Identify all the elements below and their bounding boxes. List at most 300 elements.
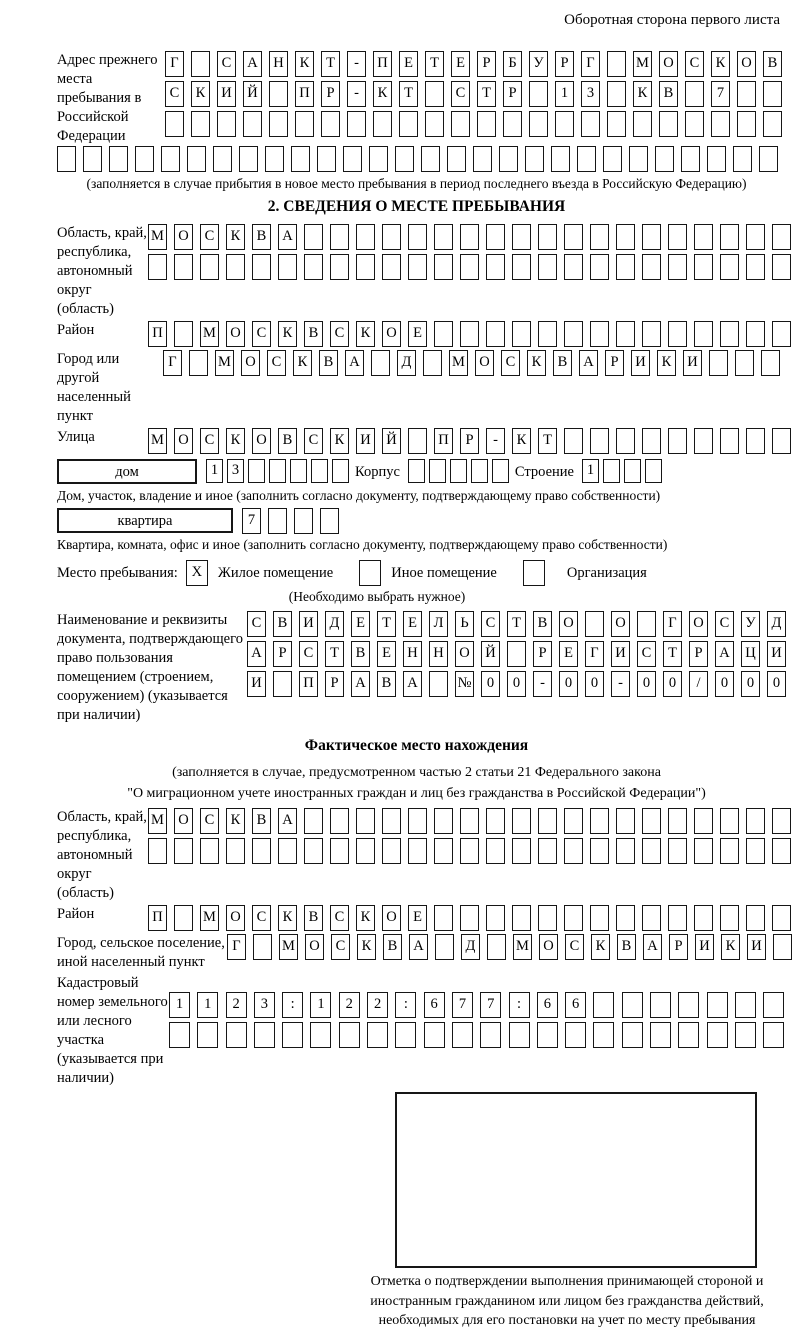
char-box[interactable]: 1	[169, 992, 190, 1018]
char-box[interactable]	[668, 321, 687, 347]
char-box[interactable]: К	[226, 808, 245, 834]
char-box[interactable]: :	[282, 992, 303, 1018]
char-box[interactable]	[685, 111, 704, 137]
char-box[interactable]: П	[373, 51, 392, 77]
char-box[interactable]	[642, 224, 661, 250]
char-box[interactable]	[373, 111, 392, 137]
char-box[interactable]: 0	[507, 671, 526, 697]
char-box[interactable]	[339, 1022, 360, 1048]
char-box[interactable]: 0	[585, 671, 604, 697]
char-box[interactable]: И	[767, 641, 786, 667]
char-box[interactable]	[460, 905, 479, 931]
char-box[interactable]	[408, 428, 427, 454]
char-box[interactable]	[187, 146, 206, 172]
char-box[interactable]	[408, 838, 427, 864]
char-box[interactable]	[735, 992, 756, 1018]
char-box[interactable]: В	[304, 321, 323, 347]
char-box[interactable]	[590, 838, 609, 864]
char-box[interactable]: И	[611, 641, 630, 667]
char-box[interactable]	[720, 905, 739, 931]
char-box[interactable]: О	[382, 321, 401, 347]
char-box[interactable]	[509, 1022, 530, 1048]
char-box[interactable]: К	[591, 934, 610, 960]
char-box[interactable]	[577, 146, 596, 172]
char-box[interactable]	[310, 1022, 331, 1048]
char-box[interactable]: С	[200, 224, 219, 250]
char-box[interactable]	[624, 459, 641, 483]
char-box[interactable]	[382, 224, 401, 250]
char-box[interactable]: Р	[503, 81, 522, 107]
char-box[interactable]	[607, 111, 626, 137]
char-box[interactable]: П	[295, 81, 314, 107]
char-box[interactable]: :	[509, 992, 530, 1018]
char-box[interactable]	[622, 992, 643, 1018]
char-box[interactable]: 1	[197, 992, 218, 1018]
char-box[interactable]	[759, 146, 778, 172]
char-box[interactable]: С	[252, 321, 271, 347]
char-box[interactable]: С	[304, 428, 323, 454]
char-box[interactable]	[311, 459, 328, 483]
char-box[interactable]: Т	[377, 611, 396, 637]
char-box[interactable]	[191, 111, 210, 137]
char-box[interactable]	[473, 146, 492, 172]
char-box[interactable]: -	[611, 671, 630, 697]
char-box[interactable]: Д	[325, 611, 344, 637]
char-box[interactable]: И	[356, 428, 375, 454]
char-box[interactable]: В	[278, 428, 297, 454]
char-box[interactable]	[189, 350, 208, 376]
char-box[interactable]	[746, 321, 765, 347]
char-box[interactable]: 6	[424, 992, 445, 1018]
char-box[interactable]: В	[304, 905, 323, 931]
char-box[interactable]: С	[200, 428, 219, 454]
char-box[interactable]: Т	[538, 428, 557, 454]
char-box[interactable]: П	[148, 905, 167, 931]
char-box[interactable]	[668, 808, 687, 834]
char-box[interactable]	[720, 254, 739, 280]
char-box[interactable]	[486, 838, 505, 864]
char-box[interactable]	[772, 428, 791, 454]
char-box[interactable]: Г	[663, 611, 682, 637]
char-box[interactable]	[434, 905, 453, 931]
char-box[interactable]	[434, 321, 453, 347]
char-box[interactable]: 1	[206, 459, 223, 483]
char-box[interactable]: 1	[555, 81, 574, 107]
char-box[interactable]	[590, 808, 609, 834]
char-box[interactable]: О	[174, 428, 193, 454]
char-box[interactable]: 7	[242, 508, 261, 534]
char-box[interactable]: О	[539, 934, 558, 960]
char-box[interactable]: 0	[767, 671, 786, 697]
char-box[interactable]: Н	[429, 641, 448, 667]
char-box[interactable]: Г	[581, 51, 600, 77]
char-box[interactable]	[135, 146, 154, 172]
char-box[interactable]: Ь	[455, 611, 474, 637]
char-box[interactable]: А	[351, 671, 370, 697]
char-box[interactable]	[650, 992, 671, 1018]
char-box[interactable]: :	[395, 992, 416, 1018]
char-box[interactable]	[429, 459, 446, 483]
char-box[interactable]: С	[451, 81, 470, 107]
char-box[interactable]: С	[267, 350, 286, 376]
char-box[interactable]: Е	[377, 641, 396, 667]
char-box[interactable]: И	[299, 611, 318, 637]
char-box[interactable]	[564, 428, 583, 454]
char-box[interactable]	[165, 111, 184, 137]
char-box[interactable]	[460, 808, 479, 834]
char-box[interactable]	[512, 224, 531, 250]
char-box[interactable]: К	[527, 350, 546, 376]
char-box[interactable]	[616, 428, 635, 454]
char-box[interactable]: 0	[559, 671, 578, 697]
char-box[interactable]	[265, 146, 284, 172]
char-box[interactable]: В	[252, 808, 271, 834]
char-box[interactable]	[538, 321, 557, 347]
char-box[interactable]	[356, 254, 375, 280]
char-box[interactable]	[148, 254, 167, 280]
char-box[interactable]	[434, 254, 453, 280]
char-box[interactable]	[593, 1022, 614, 1048]
char-box[interactable]	[480, 1022, 501, 1048]
char-box[interactable]	[645, 459, 662, 483]
char-box[interactable]	[200, 254, 219, 280]
char-box[interactable]: С	[501, 350, 520, 376]
char-box[interactable]: А	[715, 641, 734, 667]
char-box[interactable]: -	[347, 51, 366, 77]
char-box[interactable]	[603, 459, 620, 483]
char-box[interactable]	[629, 146, 648, 172]
char-box[interactable]: Г	[163, 350, 182, 376]
char-box[interactable]: Т	[477, 81, 496, 107]
char-box[interactable]: М	[449, 350, 468, 376]
char-box[interactable]: -	[533, 671, 552, 697]
char-box[interactable]	[423, 350, 442, 376]
char-box[interactable]	[633, 111, 652, 137]
char-box[interactable]	[148, 838, 167, 864]
char-box[interactable]: В	[553, 350, 572, 376]
char-box[interactable]: Н	[269, 51, 288, 77]
char-box[interactable]: 0	[663, 671, 682, 697]
char-box[interactable]	[408, 459, 425, 483]
char-box[interactable]	[512, 254, 531, 280]
char-box[interactable]	[694, 254, 713, 280]
char-box[interactable]: М	[148, 428, 167, 454]
char-box[interactable]	[707, 1022, 728, 1048]
char-box[interactable]	[735, 350, 754, 376]
char-box[interactable]	[304, 838, 323, 864]
char-box[interactable]	[243, 111, 262, 137]
char-box[interactable]: Е	[408, 321, 427, 347]
char-box[interactable]: О	[252, 428, 271, 454]
char-box[interactable]	[252, 254, 271, 280]
char-box[interactable]: С	[331, 934, 350, 960]
char-box[interactable]	[564, 808, 583, 834]
char-box[interactable]	[425, 111, 444, 137]
char-box[interactable]: 0	[481, 671, 500, 697]
char-box[interactable]: К	[373, 81, 392, 107]
char-box[interactable]: Р	[533, 641, 552, 667]
char-box[interactable]: Т	[663, 641, 682, 667]
char-box[interactable]	[252, 838, 271, 864]
char-box[interactable]	[616, 254, 635, 280]
char-box[interactable]: П	[299, 671, 318, 697]
char-box[interactable]: В	[252, 224, 271, 250]
char-box[interactable]	[642, 254, 661, 280]
char-box[interactable]	[720, 321, 739, 347]
char-box[interactable]: М	[148, 808, 167, 834]
char-box[interactable]: Н	[403, 641, 422, 667]
char-box[interactable]	[425, 81, 444, 107]
char-box[interactable]	[269, 111, 288, 137]
char-box[interactable]: У	[741, 611, 760, 637]
char-box[interactable]: Й	[382, 428, 401, 454]
char-box[interactable]: №	[455, 671, 474, 697]
char-box[interactable]: И	[747, 934, 766, 960]
char-box[interactable]	[486, 321, 505, 347]
char-box[interactable]: Т	[507, 611, 526, 637]
char-box[interactable]: И	[247, 671, 266, 697]
char-box[interactable]	[642, 808, 661, 834]
char-box[interactable]	[268, 508, 287, 534]
char-box[interactable]: С	[217, 51, 236, 77]
char-box[interactable]: В	[377, 671, 396, 697]
char-box[interactable]	[772, 224, 791, 250]
char-box[interactable]	[642, 905, 661, 931]
char-box[interactable]: Т	[325, 641, 344, 667]
char-box[interactable]: О	[226, 905, 245, 931]
char-box[interactable]	[746, 905, 765, 931]
char-box[interactable]	[685, 81, 704, 107]
char-box[interactable]: /	[689, 671, 708, 697]
char-box[interactable]	[169, 1022, 190, 1048]
char-box[interactable]	[720, 428, 739, 454]
char-box[interactable]	[434, 808, 453, 834]
char-box[interactable]: О	[659, 51, 678, 77]
char-box[interactable]: М	[513, 934, 532, 960]
char-box[interactable]	[512, 808, 531, 834]
char-box[interactable]	[746, 838, 765, 864]
char-box[interactable]	[763, 111, 782, 137]
char-box[interactable]: Е	[399, 51, 418, 77]
char-box[interactable]	[564, 224, 583, 250]
char-box[interactable]: М	[633, 51, 652, 77]
char-box[interactable]	[347, 111, 366, 137]
char-box[interactable]	[668, 838, 687, 864]
char-box[interactable]: О	[174, 808, 193, 834]
char-box[interactable]	[226, 254, 245, 280]
char-box[interactable]	[282, 1022, 303, 1048]
char-box[interactable]	[369, 146, 388, 172]
char-box[interactable]: Р	[460, 428, 479, 454]
char-box[interactable]: О	[737, 51, 756, 77]
char-box[interactable]	[678, 992, 699, 1018]
char-box[interactable]	[294, 508, 313, 534]
char-box[interactable]: С	[637, 641, 656, 667]
char-box[interactable]	[254, 1022, 275, 1048]
char-box[interactable]	[538, 838, 557, 864]
char-box[interactable]	[382, 808, 401, 834]
char-box[interactable]	[499, 146, 518, 172]
char-box[interactable]	[512, 905, 531, 931]
char-box[interactable]	[269, 81, 288, 107]
char-box[interactable]	[607, 51, 626, 77]
char-box[interactable]	[435, 934, 454, 960]
char-box[interactable]	[564, 838, 583, 864]
char-box[interactable]	[239, 146, 258, 172]
char-box[interactable]	[537, 1022, 558, 1048]
char-box[interactable]: С	[200, 808, 219, 834]
char-box[interactable]	[616, 224, 635, 250]
char-box[interactable]	[291, 146, 310, 172]
char-box[interactable]	[746, 224, 765, 250]
char-box[interactable]: 2	[226, 992, 247, 1018]
char-box[interactable]	[763, 81, 782, 107]
char-box[interactable]: А	[643, 934, 662, 960]
char-box[interactable]	[763, 1022, 784, 1048]
char-box[interactable]	[581, 111, 600, 137]
char-box[interactable]: X	[186, 560, 208, 586]
char-box[interactable]	[564, 254, 583, 280]
char-box[interactable]: Г	[585, 641, 604, 667]
char-box[interactable]	[290, 459, 307, 483]
char-box[interactable]: О	[226, 321, 245, 347]
char-box[interactable]	[200, 838, 219, 864]
char-box[interactable]	[590, 254, 609, 280]
char-box[interactable]: О	[305, 934, 324, 960]
char-box[interactable]	[642, 321, 661, 347]
char-box[interactable]: 0	[715, 671, 734, 697]
char-box[interactable]	[424, 1022, 445, 1048]
char-box[interactable]: В	[763, 51, 782, 77]
char-box[interactable]: С	[247, 611, 266, 637]
char-box[interactable]: А	[409, 934, 428, 960]
char-box[interactable]	[460, 254, 479, 280]
char-box[interactable]	[503, 111, 522, 137]
char-box[interactable]	[523, 560, 545, 586]
char-box[interactable]	[492, 459, 509, 483]
char-box[interactable]	[452, 1022, 473, 1048]
char-box[interactable]: Е	[403, 611, 422, 637]
char-box[interactable]: А	[345, 350, 364, 376]
char-box[interactable]: К	[356, 321, 375, 347]
char-box[interactable]	[622, 1022, 643, 1048]
char-box[interactable]: М	[148, 224, 167, 250]
char-box[interactable]: Т	[321, 51, 340, 77]
char-box[interactable]: Д	[397, 350, 416, 376]
char-box[interactable]	[273, 671, 292, 697]
char-box[interactable]	[737, 111, 756, 137]
char-box[interactable]: С	[715, 611, 734, 637]
char-box[interactable]	[487, 934, 506, 960]
char-box[interactable]: П	[148, 321, 167, 347]
char-box[interactable]	[304, 254, 323, 280]
char-box[interactable]	[434, 838, 453, 864]
char-box[interactable]	[772, 808, 791, 834]
char-box[interactable]: И	[695, 934, 714, 960]
char-box[interactable]	[486, 224, 505, 250]
char-box[interactable]	[650, 1022, 671, 1048]
char-box[interactable]	[720, 808, 739, 834]
char-box[interactable]	[538, 254, 557, 280]
char-box[interactable]: А	[247, 641, 266, 667]
char-box[interactable]	[555, 111, 574, 137]
char-box[interactable]: Л	[429, 611, 448, 637]
char-box[interactable]: А	[278, 808, 297, 834]
char-box[interactable]	[304, 224, 323, 250]
char-box[interactable]	[678, 1022, 699, 1048]
char-box[interactable]	[773, 934, 792, 960]
char-box[interactable]	[707, 992, 728, 1018]
char-box[interactable]	[565, 1022, 586, 1048]
char-box[interactable]: 2	[367, 992, 388, 1018]
char-box[interactable]	[460, 321, 479, 347]
char-box[interactable]: Т	[425, 51, 444, 77]
char-box[interactable]	[525, 146, 544, 172]
char-box[interactable]	[733, 146, 752, 172]
char-box[interactable]	[248, 459, 265, 483]
char-box[interactable]: Й	[481, 641, 500, 667]
char-box[interactable]	[720, 224, 739, 250]
char-box[interactable]: 7	[480, 992, 501, 1018]
char-box[interactable]: О	[689, 611, 708, 637]
char-box[interactable]	[83, 146, 102, 172]
char-box[interactable]: О	[559, 611, 578, 637]
char-box[interactable]	[637, 611, 656, 637]
char-box[interactable]: -	[486, 428, 505, 454]
char-box[interactable]	[551, 146, 570, 172]
char-box[interactable]: М	[200, 321, 219, 347]
char-box[interactable]: Р	[273, 641, 292, 667]
char-box[interactable]	[421, 146, 440, 172]
char-box[interactable]: К	[512, 428, 531, 454]
char-box[interactable]	[109, 146, 128, 172]
char-box[interactable]: В	[273, 611, 292, 637]
char-box[interactable]	[477, 111, 496, 137]
char-box[interactable]	[486, 808, 505, 834]
char-box[interactable]: О	[475, 350, 494, 376]
char-box[interactable]: К	[357, 934, 376, 960]
char-box[interactable]: М	[215, 350, 234, 376]
char-box[interactable]: В	[351, 641, 370, 667]
char-box[interactable]: Р	[689, 641, 708, 667]
char-box[interactable]: О	[611, 611, 630, 637]
char-box[interactable]: Ц	[741, 641, 760, 667]
char-box[interactable]	[746, 428, 765, 454]
char-box[interactable]	[655, 146, 674, 172]
char-box[interactable]	[564, 905, 583, 931]
char-box[interactable]	[616, 905, 635, 931]
char-box[interactable]	[174, 254, 193, 280]
char-box[interactable]: К	[295, 51, 314, 77]
char-box[interactable]	[356, 838, 375, 864]
char-box[interactable]: Р	[605, 350, 624, 376]
char-box[interactable]	[356, 808, 375, 834]
char-box[interactable]	[330, 808, 349, 834]
char-box[interactable]	[735, 1022, 756, 1048]
char-box[interactable]: Г	[227, 934, 246, 960]
char-box[interactable]	[746, 808, 765, 834]
char-box[interactable]	[590, 224, 609, 250]
char-box[interactable]: П	[434, 428, 453, 454]
char-box[interactable]	[512, 321, 531, 347]
char-box[interactable]	[590, 905, 609, 931]
char-box[interactable]	[320, 508, 339, 534]
char-box[interactable]: 1	[582, 459, 599, 483]
char-box[interactable]	[330, 838, 349, 864]
char-box[interactable]: 3	[254, 992, 275, 1018]
char-box[interactable]: К	[191, 81, 210, 107]
char-box[interactable]: Й	[243, 81, 262, 107]
